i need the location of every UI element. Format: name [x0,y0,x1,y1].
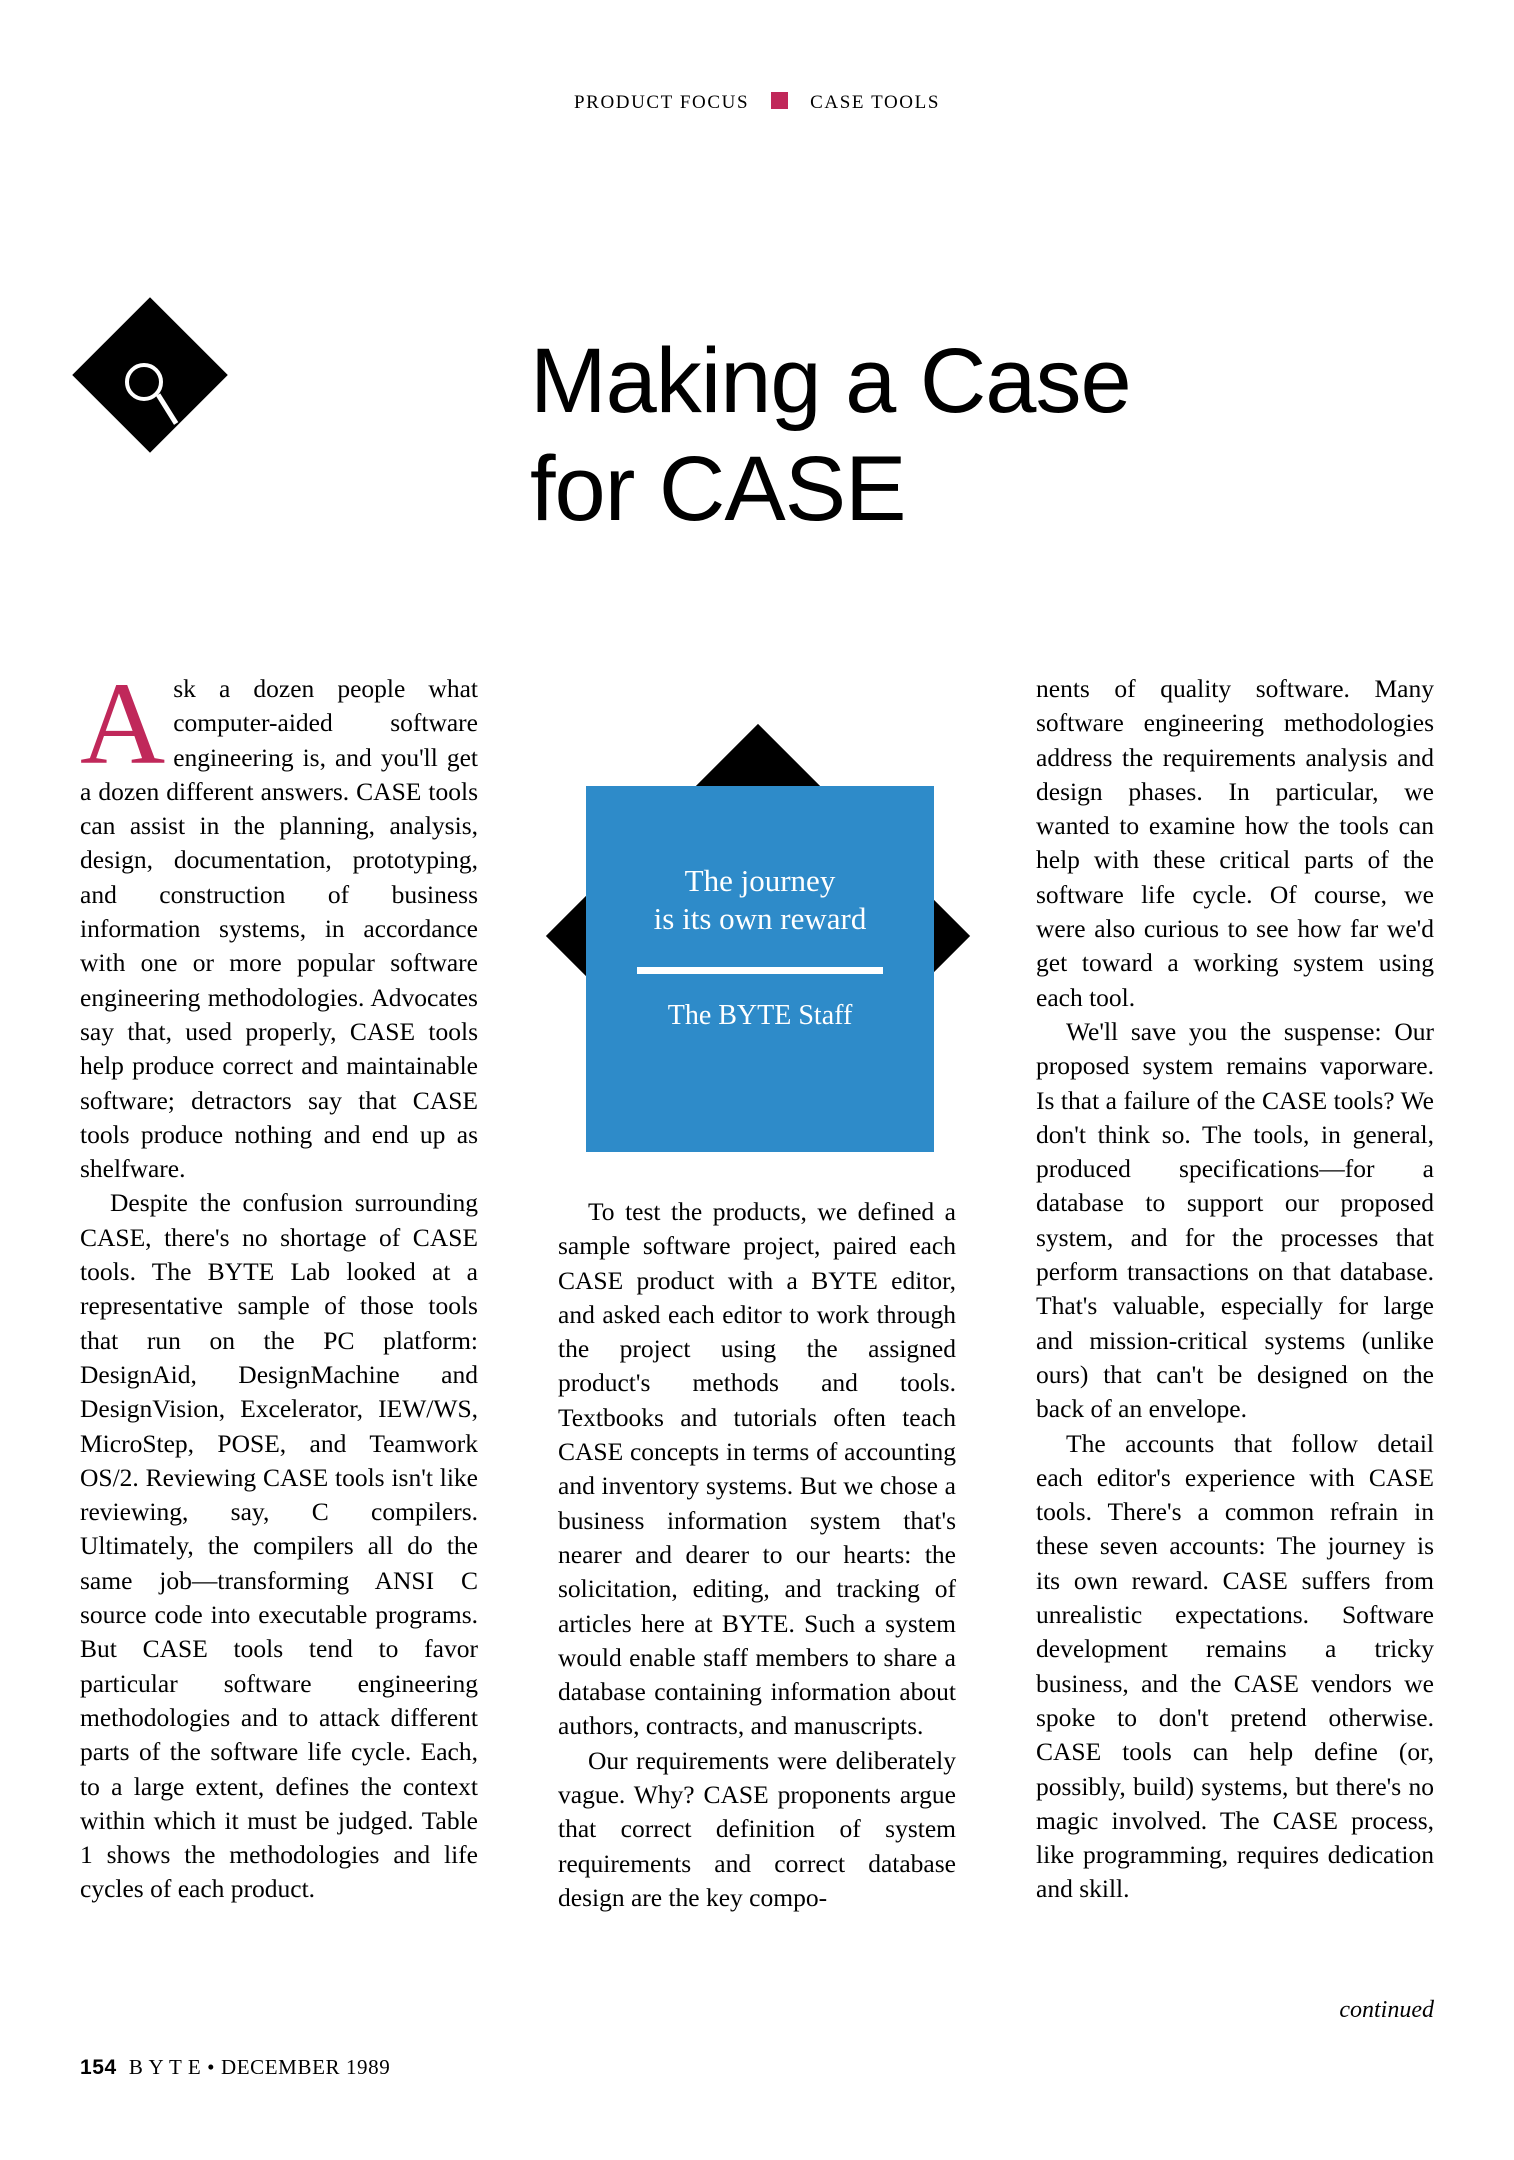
title-line-1: Making a Case [530,329,1131,432]
paragraph: Despite the confusion surrounding CASE, there's no shortage of CASE tools. The BYTE Lab looked at a representative sample of those tools that run on the PC platform: DesignAid, DesignMachine and DesignVision, Excelerator, IEW/WS, MicroStep, POSE, and Teamwork OS/2. Reviewing CASE tools isn't like reviewing, say, C compilers. Ultimately, the compilers all do the same job—transforming ANSI C source code into executable programs. But CASE tools tend to favor particular software engineering methodologies and to attack different parts of the software life cycle. Each, to a large extent, defines the context within which it must be judged. Table 1 shows the methodologies and life cycles of each product. [80,1188,478,1904]
paragraph: nents of quality software. Many software engineering methodologies address the requirements analysis and design phases. In particular, we wanted to examine how the tools can help with these critical parts of the software life cycle. Of course, we were also curious to see how far we'd get toward a working system using each tool. [1036,674,1434,1012]
page-number: 154 [80,2056,117,2079]
body-column-3 [1036,672,1434,1907]
pull-quote-line-2: is its own reward [653,901,867,937]
pull-quote-line-1: The journey [684,863,836,898]
title-line-2: for CASE [530,438,906,541]
paragraph: We'll save you the suspense: Our proposed system remains vaporware. Is that a failure of the CASE tools? We don't think so. The tools, in general, produced specifications—for a database to support our proposed system, and for the processes that perform transactions on that database. That's valuable, especially for large and mission-critical systems (unlike ours) that can't be designed on the back of an envelope. [1036,1016,1434,1424]
paragraph: The accounts that follow detail each editor's experience with CASE tools. There's a common refrain in these seven accounts: The journey is its own reward. CASE suffers from unrealistic expectations. Software development remains a tricky business, and the CASE vendors we spoke to don't pretend otherwise. CASE tools can help define (or, possibly, build) systems, but there's no magic involved. The CASE process, like programming, requires dedication and skill. [1036,1428,1434,1904]
running-head-right: CASE TOOLS [810,92,940,113]
running-head-marker-icon [771,92,788,109]
body-column-2 [558,1195,956,1915]
continued-note: continued [1339,1997,1434,2023]
paragraph [80,658,478,1186]
running-head-left: PRODUCT FOCUS [574,92,750,113]
drop-cap: A [80,658,166,789]
pull-quote [512,690,1004,1182]
page-title [530,327,1390,544]
footer-folio [80,2055,390,2080]
pull-quote-divider [637,967,883,974]
running-head [0,88,1514,114]
paragraph: Our requirements were deliberately vague. Why? CASE proponents argue that correct definition of system requirements and correct database design are the key compo- [558,1745,956,1912]
pull-quote-byline: The BYTE Staff [667,999,853,1031]
body-column-1 [80,658,478,1907]
paragraph-text: sk a dozen people what computer-aided software engineering is, and you'll get a dozen different answers. CASE tools can assist in the planning, analysis, design, documentation, prototyping, and construction of business information systems, in accordance with one or more popular software engineering methodologies. Advocates say that, used properly, CASE tools help produce correct and maintainable software; detractors say that CASE tools produce nothing and end up as shelfware. [80,674,478,1184]
publication-line: B Y T E • DECEMBER 1989 [128,2055,391,2079]
pull-quote-text [586,786,934,1152]
paragraph: To test the products, we defined a sample software project, paired each CASE product with a BYTE editor, and asked each editor to work through the project using the assigned product's methods and tools. Textbooks and tutorials often teach CASE concepts in terms of accounting and inventory systems. But we chose a business information system that's nearer and dearer to our hearts: the solicitation, editing, and tracking of articles here at BYTE. Such a system would enable staff members to share a database containing information about authors, contracts, and manuscripts. [558,1197,956,1741]
